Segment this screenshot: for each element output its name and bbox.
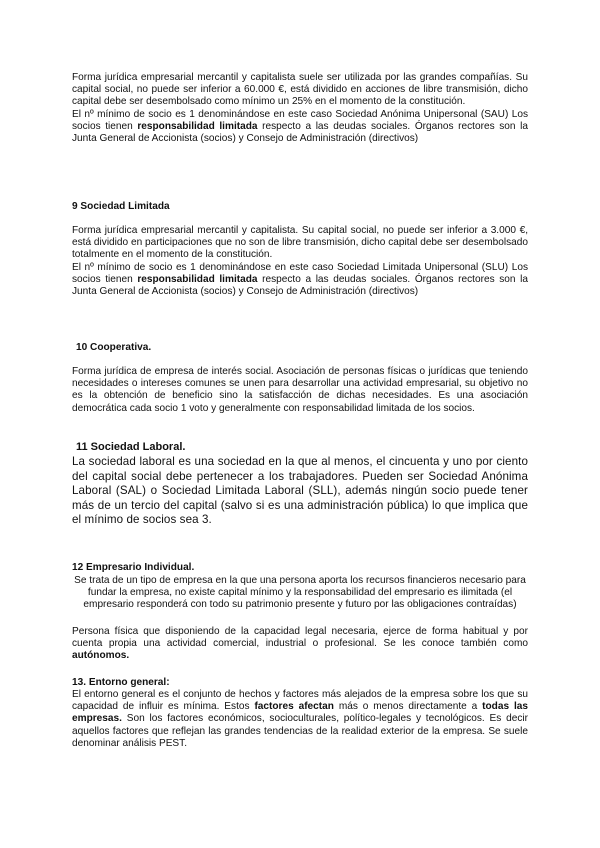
coop-section [72,366,528,415]
individual-p2-bold: autónomos. [72,650,130,662]
sl-paragraph-1: Forma jurídica empresarial mercantil y capitalista. Su capital social, no puede ser inferior a 3.000 €, está dividido en participaciones que no son de libre transmisión, dicho capital debe ser desembolsado totalmente en el momento de la constitución. [72,225,528,261]
individual-paragraph-1: Se trata de un tipo de empresa en la que una persona aporta los recursos financieros necesario para fundar la empresa, no existe capital mínimo y la responsabilidad del empresario es ilimitada (el empresario responderá con todo su patrimonio presente y futuro por las obligaciones contraídas) [74,575,526,611]
sa-p2-text-c: respecto a las deudas sociales. Órganos rectores son la Junta General de Accionista (socios) y Consejo de Administración (directivos) [72,120,528,145]
individual-section [72,626,528,663]
sl-heading: 9 Sociedad Limitada [72,201,170,212]
individual-heading: 12 Empresario Individual. [72,562,195,573]
entorno-paragraph-1 [72,689,528,750]
entorno-text-a: El entorno general es el conjunto de hechos y factores más alejados de la empresa sobre los que su capacidad de influir es mínima. Estos [72,689,528,713]
entorno-section [72,689,528,750]
sl-p2-text-a: El nº mínimo de socio es 1 denominándose en este caso Sociedad Limitada Unipersonal (SLU) Los socios tienen [72,261,528,285]
sa-paragraph-2 [72,109,528,146]
entorno-heading: 13. Entorno general: [72,677,170,688]
laboral-paragraph-1: La sociedad laboral es una sociedad en la que al menos, el cincuenta y uno por ciento del capital social debe pertenecer a los trabajadores. Pueden ser Sociedad Anónima Laboral (SAL) o Sociedad Limitada Laboral (SLL), además ningún socio puede tener más de un tercio del capital (salvo si es una administración pública) lo que implica que el mínimo de socios sea 3. [72,455,528,526]
sa-section [72,72,528,145]
individual-p2-text-a: Persona física que disponiendo de la capacidad legal necesaria, ejerce de forma habitual y por cuenta propia una actividad comercial, industrial o profesional. Se les conoce también como [72,626,528,650]
entorno-bold-2: todas las empresas. [72,701,528,725]
entorno-bold-1: factores afectan [254,701,334,713]
sa-p2-text-a: El nº mínimo de socio es 1 denominándose en este caso Sociedad Anónima Unipersonal (SAU) Los socios tienen [72,108,528,132]
coop-heading: 10 Cooperativa. [76,342,152,353]
sl-p2-text-c: respecto a las deudas sociales. Órganos rectores son la Junta General de Accionista (socios) y Consejo de Administración (directivos) [72,273,528,298]
sa-p2-bold: responsabilidad limitada [137,120,258,132]
coop-paragraph-1: Forma jurídica de empresa de interés social. Asociación de personas físicas o jurídicas que teniendo necesidades o intereses comunes se unen para desarrollar una actividad empresarial, su objetivo no es la obtención de beneficio sino la satisfacción de dichas necesidades. Es una asociación democrática cada socio 1 voto y generalmente con responsabilidad limitada de los socios. [72,366,528,414]
sl-paragraph-2 [72,262,528,299]
individual-centered-block [72,575,528,612]
entorno-text-c: más o menos directamente a [333,701,483,713]
entorno-text-e: Son los factores económicos, socioculturales, político-legales y tecnológicos. Es decir aquellos factores que reflejan las grandes tendencias de la realidad exterior de la empresa. Se suele denominar análisis PEST. [72,713,528,749]
sl-p2-bold: responsabilidad limitada [137,273,258,285]
individual-paragraph-2 [72,626,528,663]
laboral-section [72,455,528,528]
laboral-heading: 11 Sociedad Laboral. [76,441,186,453]
sa-paragraph-1: Forma jurídica empresarial mercantil y capitalista suele ser utilizada por las grandes compañías. Su capital social, no puede ser inferior a 60.000 €, está dividido en acciones de libre transmisión, dicho capital debe ser desembolsado como mínimo un 25% en el momento de la constitución. [72,72,528,108]
sl-section [72,225,528,298]
